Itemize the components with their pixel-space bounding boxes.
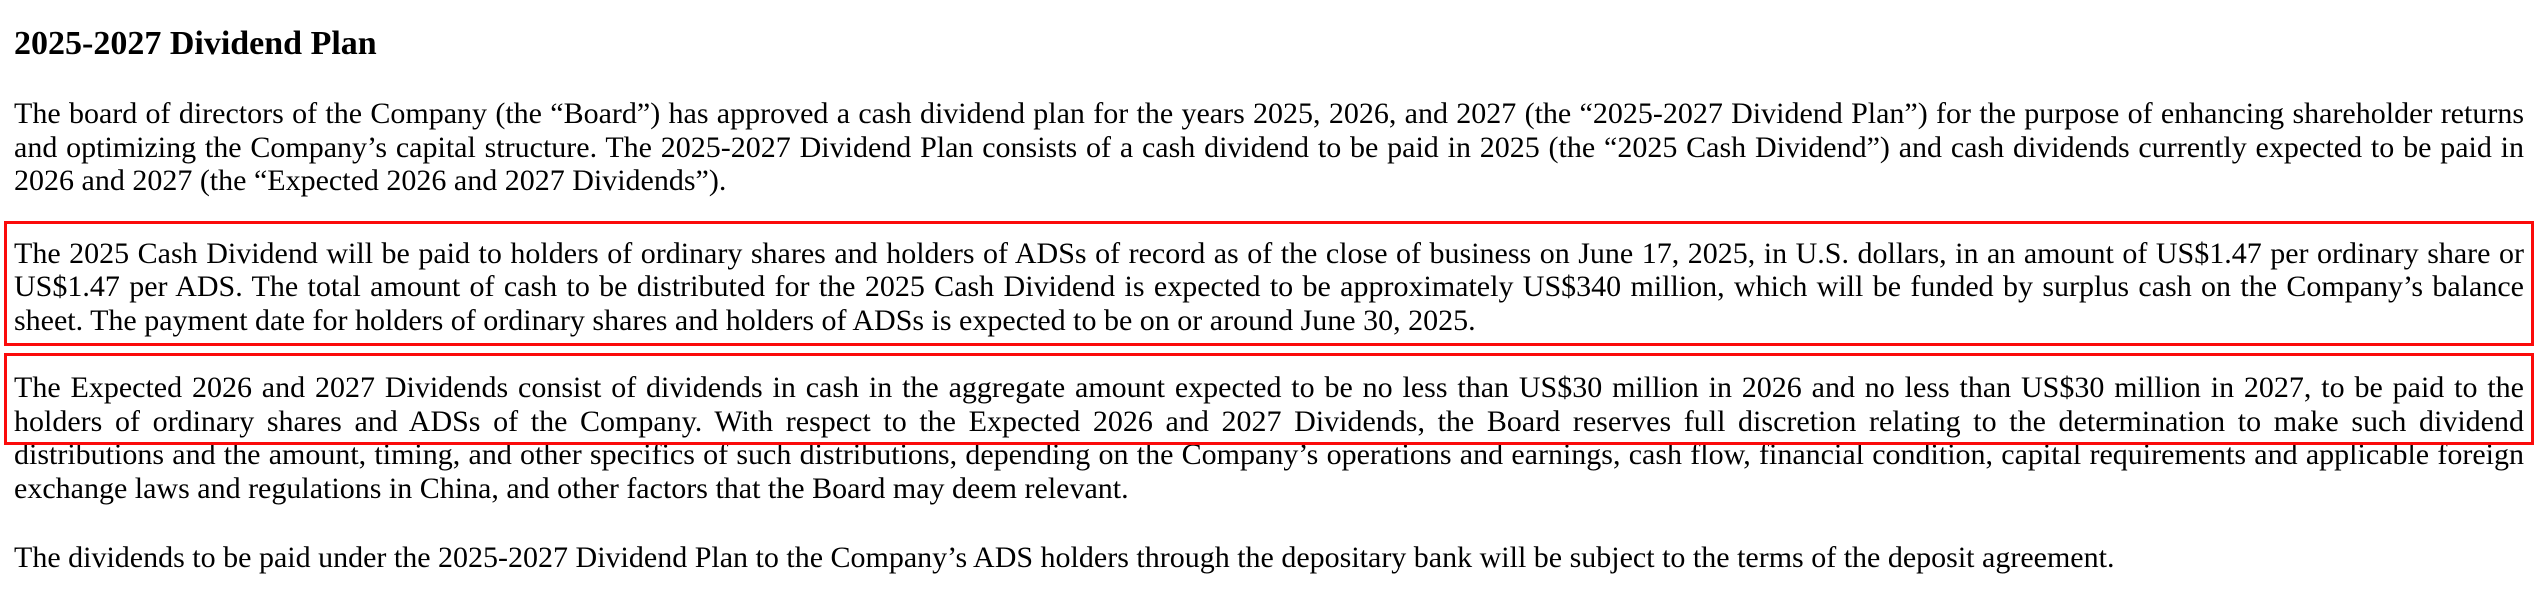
- paragraph-dividend-plan-overview: The board of directors of the Company (the “Board”) has approved a cash dividend plan for the years 2025, 2026, and 2027 (the “2025-2027 Dividend Plan”) for the purpose of enhancing shareholder returns and optimizing the Company’s capital structure. The 2025-2027 Dividend Plan consists of a cash dividend to be paid in 2025 (the “2025 Cash Dividend”) and cash dividends currently expected to be paid in 2026 and 2027 (the “Expected 2026 and 2027 Dividends”).: [14, 97, 2524, 197]
- paragraph-depositary-bank-terms: The dividends to be paid under the 2025-2027 Dividend Plan to the Company’s ADS holders through the depositary bank will be subject to the terms of the deposit agreement.: [14, 541, 2115, 574]
- paragraph-expected-2026-2027-dividends: The Expected 2026 and 2027 Dividends consist of dividends in cash in the aggregate amount expected to be no less than US$30 million in 2026 and no less than US$30 million in 2027, to be paid to the holders of ordinary shares and ADSs of the Company. With respect to the Expected 2026 and 2027 Dividends, the Board reserves full discretion relating to the determination to make such dividend distributions and the amount, timing, and other specifics of such distributions, depending on the Company’s operations and earnings, cash flow, financial condition, capital requirements and applicable foreign exchange laws and regulations in China, and other factors that the Board may deem relevant.: [14, 371, 2524, 505]
- document-heading: 2025-2027 Dividend Plan: [14, 25, 377, 62]
- text-column: [0, 24, 2538, 575]
- paragraph-2025-cash-dividend: The 2025 Cash Dividend will be paid to holders of ordinary shares and holders of ADSs of record as of the close of business on June 17, 2025, in U.S. dollars, in an amount of US$1.47 per ordinary share or US$1.47 per ADS. The total amount of cash to be distributed for the 2025 Cash Dividend is expected to be approximately US$340 million, which will be funded by surplus cash on the Company’s balance sheet. The payment date for holders of ordinary shares and holders of ADSs is expected to be on or around June 30, 2025.: [14, 236, 2524, 337]
